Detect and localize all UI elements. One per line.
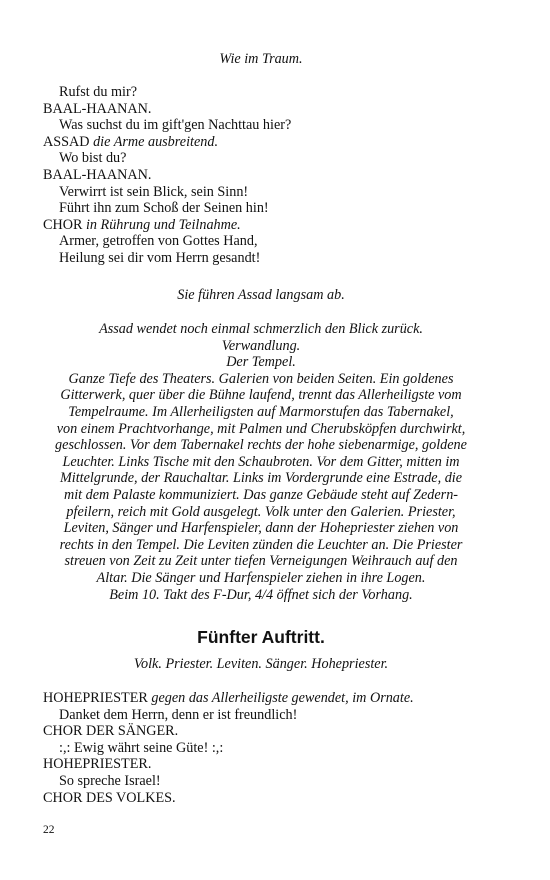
direction-line: Tempelraume. Im Allerheiligsten auf Marmorstufen das Tabernakel, — [68, 403, 454, 420]
speaker-name: BAAL-HAANAN. — [43, 100, 152, 117]
speaker-name: HOHEPRIESTER. — [43, 756, 152, 773]
dialogue-line: Verwirrt ist sein Blick, sein Sinn! — [59, 183, 249, 200]
dialogue-line: Was suchst du im gift'gen Nachttau hier? — [59, 117, 292, 134]
dialogue-line: Rufst du mir? — [59, 84, 138, 100]
speaker-line — [43, 690, 479, 707]
direction-line: geschlossen. Vor dem Tabernakel rechts der hohe siebenarmige, goldene — [55, 437, 467, 454]
direction-line: Beim 10. Takt des F-Dur, 4/4 öffnet sich der Vorhang. — [109, 586, 413, 603]
speaker-name: BAAL-HAANAN. — [43, 166, 152, 183]
speaker-direction: in Rührung und Teilnahme. — [85, 216, 241, 233]
page-number: 22 — [43, 824, 55, 836]
dialogue-line: Danket dem Herrn, denn er ist freundlich! — [59, 706, 298, 723]
speaker-name: ASSAD — [43, 133, 90, 150]
stage-direction-block — [43, 321, 479, 603]
speaker-line — [43, 217, 479, 234]
direction-line: Altar. Die Sänger und Harfenspieler ziehen in ihre Logen. — [96, 569, 426, 586]
speaker-name: CHOR DER SÄNGER. — [43, 723, 179, 740]
dialogue-line: :,: Ewig währt seine Güte! :,: — [59, 739, 224, 756]
direction-line: mit dem Palaste kommuniziert. Das ganze Gebäude steht auf Zedern- — [63, 486, 459, 503]
direction-line: Leviten, Sänger und Harfenspieler, dann der Hohepriester ziehen von — [63, 520, 459, 537]
speaker-line — [43, 134, 479, 151]
speaker-name: CHOR DES VOLKES. — [43, 789, 176, 806]
dialogue-line: So spreche Israel! — [59, 772, 161, 789]
direction-line: streuen von Zeit zu Zeit unter tiefen Verneigungen Weihrauch auf den — [64, 553, 458, 570]
dialogue-line: Wo bist du? — [59, 150, 127, 167]
speaker-direction: die Arme ausbreitend. — [93, 133, 218, 150]
scene-title: Fünfter Auftritt. — [197, 627, 325, 647]
speaker-name: HOHEPRIESTER — [43, 690, 148, 706]
dialogue-line: Armer, getroffen von Gottes Hand, — [59, 233, 258, 250]
speaker-direction: gegen das Allerheiligste gewendet, im Ornate. — [151, 690, 414, 706]
direction-line: Ganze Tiefe des Theaters. Galerien von beiden Seiten. Ein goldenes — [68, 370, 454, 387]
direction-line: pfeilern, reich mit Gold ausgelegt. Volk unter den Galerien. Priester, — [66, 503, 456, 520]
dialogue-section-1 — [43, 84, 479, 267]
dialogue-line: Führt ihn zum Schoß der Seinen hin! — [59, 200, 269, 217]
speaker-name: CHOR — [43, 216, 83, 233]
direction-line: Gitterwerk, quer über die Bühne laufend, trennt das Allerheiligste vom — [60, 387, 462, 404]
dialogue-section-2 — [43, 690, 479, 806]
dialogue-line: Heilung sei dir vom Herrn gesandt! — [59, 249, 261, 266]
direction-line: Verwandlung. — [221, 337, 301, 354]
direction-line: Leuchter. Links Tische mit den Schaubroten. Vor dem Gitter, mitten im — [62, 453, 460, 470]
direction-line: rechts in den Tempel. Die Leviten zünden die Leuchter an. Die Priester — [59, 536, 463, 553]
stage-direction-exit: Sie führen Assad langsam ab. — [177, 287, 345, 303]
direction-line: von einem Prachtvorhange, mit Palmen und Cherubsköpfen durchwirkt, — [56, 420, 466, 437]
direction-line: Assad wendet noch einmal schmerzlich den Blick zurück. — [99, 321, 423, 337]
stage-direction-dream: Wie im Traum. — [219, 51, 303, 67]
direction-line: Der Tempel. — [226, 354, 296, 371]
scene-characters: Volk. Priester. Leviten. Sänger. Hohepriester. — [133, 656, 389, 672]
direction-line: Mittelgrunde, der Rauchaltar. Links im Vordergrunde eine Estrade, die — [59, 470, 463, 487]
